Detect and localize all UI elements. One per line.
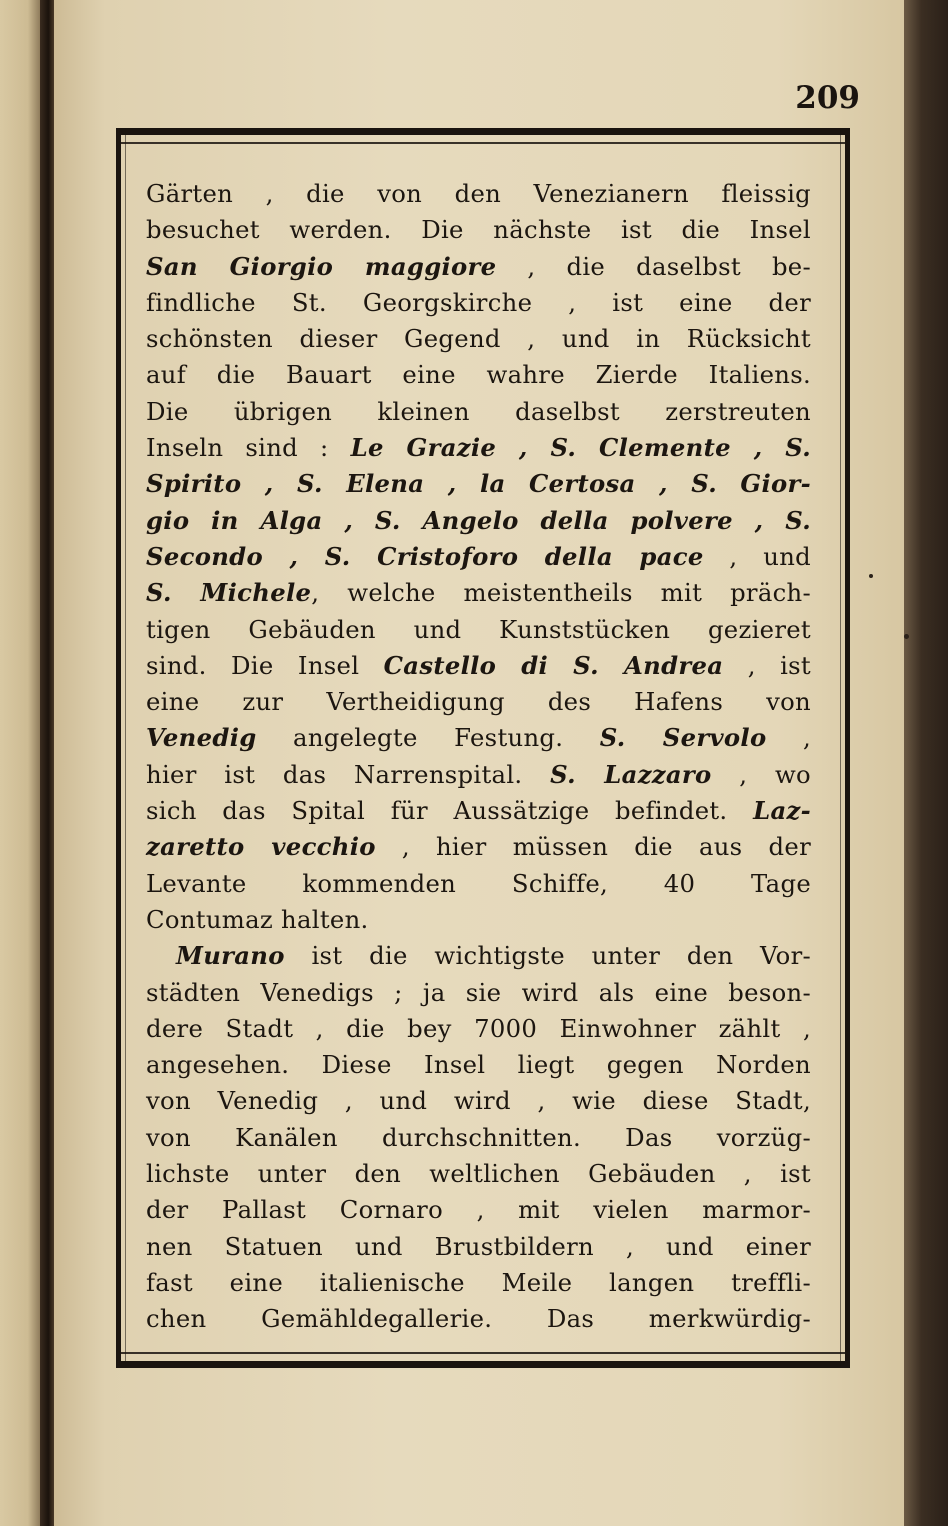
text-run: , welche meistentheils mit präch-	[311, 578, 811, 608]
text-line	[146, 1083, 811, 1119]
text-line	[146, 1265, 811, 1301]
italic-name: San Giorgio maggiore	[146, 251, 497, 281]
frame-rule-left-inner	[125, 128, 126, 1368]
frame-rule-top	[116, 128, 850, 135]
ink-speck	[904, 634, 909, 639]
text-line	[146, 285, 811, 321]
frame-rule-right	[845, 128, 850, 1368]
text-run: sind. Die Insel	[146, 650, 384, 680]
book-gutter	[40, 0, 54, 1526]
page-number: 209	[795, 80, 860, 116]
text-run: besuchet werden. Die nächste ist die Insel	[146, 215, 811, 245]
text-line	[146, 1047, 811, 1083]
text-run: fast eine italienische Meile langen treffli-	[146, 1267, 811, 1297]
text-run: Contumaz halten.	[146, 904, 369, 934]
text-line	[146, 684, 811, 720]
italic-name: Venedig	[146, 723, 257, 753]
text-line	[146, 757, 811, 793]
frame-rule-bottom	[116, 1361, 850, 1368]
italic-name: gio in Alga , S. Angelo della polvere , S.	[146, 505, 811, 535]
text-run: , ist	[723, 650, 811, 680]
frame-rule-top-inner	[116, 142, 850, 144]
text-line	[146, 575, 811, 611]
text-run: , die daselbst be-	[496, 251, 811, 281]
text-run: Levante kommenden Schiffe, 40 Tage	[146, 868, 811, 898]
text-line	[146, 1192, 811, 1228]
text-run: tigen Gebäuden und Kunststücken gezieret	[146, 614, 811, 644]
text-run: nen Statuen und Brustbildern , und einer	[146, 1231, 811, 1261]
text-run: , hier müssen die aus der	[375, 832, 812, 862]
left-page-edge	[0, 0, 40, 1526]
frame-rule-bottom-inner	[116, 1352, 850, 1354]
text-run: schönsten dieser Gegend , und in Rücksicht	[146, 324, 811, 354]
text-line	[146, 466, 811, 502]
text-run: , wo	[711, 759, 811, 789]
text-run: von Venedig , und wird , wie diese Stadt,	[146, 1086, 811, 1116]
text-line	[146, 212, 811, 248]
text-run: städten Venedigs ; ja sie wird als eine beson-	[146, 977, 811, 1007]
text-run: von Kanälen durchschnitten. Das vorzüg-	[146, 1122, 811, 1152]
text-run: auf die Bauart eine wahre Zierde Italiens.	[146, 360, 811, 390]
text-run: sich das Spital für Aussätzige befindet.	[146, 796, 754, 826]
text-line	[146, 793, 811, 829]
text-run: angesehen. Diese Insel liegt gegen Norden	[146, 1050, 811, 1080]
text-run: , und	[703, 541, 811, 571]
italic-name: Castello di S. Andrea	[383, 650, 724, 680]
ink-speck	[869, 574, 873, 578]
text-line	[146, 503, 811, 539]
italic-name: Laz-	[753, 796, 811, 826]
italic-name: S. Michele	[146, 578, 312, 608]
text-line	[146, 902, 811, 938]
text-line	[146, 176, 811, 212]
text-run: Gärten , die von den Venezianern fleissig	[146, 179, 811, 208]
text-line	[146, 612, 811, 648]
text-line	[146, 357, 811, 393]
text-run: lichste unter den weltlichen Gebäuden , ist	[146, 1159, 811, 1189]
text-run: dere Stadt , die bey 7000 Einwohner zählt ,	[146, 1013, 811, 1043]
text-line	[146, 1229, 811, 1265]
text-run: der Pallast Cornaro , mit vielen marmor-	[146, 1195, 811, 1225]
text-line	[146, 249, 811, 285]
text-line	[146, 539, 811, 575]
text-run: Die übrigen kleinen daselbst zerstreuten	[146, 396, 811, 426]
text-run: eine zur Vertheidigung des Hafens von	[146, 687, 811, 717]
body-text	[146, 176, 811, 1338]
italic-name: Le Grazie , S. Clemente , S.	[350, 433, 811, 463]
text-line	[146, 975, 811, 1011]
italic-name: S. Servolo	[599, 723, 767, 753]
text-line	[146, 430, 811, 466]
text-line	[146, 1301, 811, 1337]
text-run: ist die wichtigste unter den Vor-	[284, 941, 811, 971]
italic-name: Secondo , S. Cristoforo della pace	[146, 541, 704, 571]
text-run: chen Gemähldegallerie. Das merkwürdig-	[146, 1304, 811, 1334]
text-frame	[116, 128, 850, 1368]
text-line	[146, 938, 811, 974]
italic-name: S. Lazzaro	[550, 759, 712, 789]
text-run: Inseln sind :	[146, 433, 351, 463]
text-line	[146, 648, 811, 684]
text-line	[146, 1156, 811, 1192]
italic-name: Murano	[176, 941, 285, 971]
frame-rule-right-inner	[840, 128, 841, 1368]
text-line	[146, 720, 811, 756]
text-run: findliche St. Georgskirche , ist eine der	[146, 287, 811, 317]
text-run: angelegte Festung.	[256, 723, 600, 753]
text-line	[146, 394, 811, 430]
text-line	[146, 829, 811, 865]
text-run: hier ist das Narrenspital.	[146, 759, 551, 789]
italic-name: zaretto vecchio	[146, 832, 376, 862]
text-line	[146, 1120, 811, 1156]
text-run: ,	[766, 723, 812, 753]
text-line	[146, 866, 811, 902]
frame-rule-left	[116, 128, 121, 1368]
text-line	[146, 1011, 811, 1047]
page-edge-shadow	[904, 0, 948, 1526]
italic-name: Spirito , S. Elena , la Certosa , S. Gior-	[146, 469, 811, 499]
text-line	[146, 321, 811, 357]
